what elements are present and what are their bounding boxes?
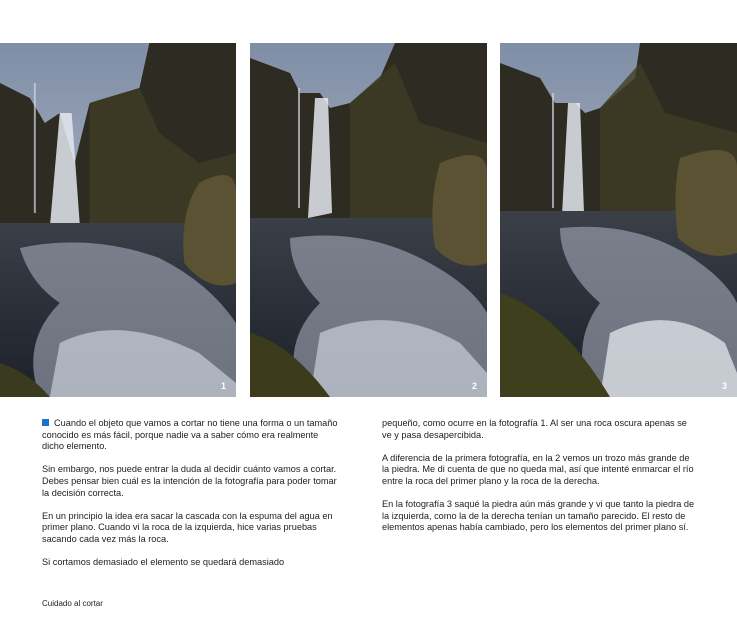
photo-1-waterfall bbox=[0, 43, 236, 397]
photo-2-waterfall bbox=[250, 43, 487, 397]
text-column-left bbox=[42, 418, 342, 580]
text-column-right bbox=[382, 418, 697, 546]
paragraph: pequeño, como ocurre en la fotografía 1. Al ser una roca oscura apenas se ve y pasa desapercibida. bbox=[382, 418, 687, 440]
paragraph: Si cortamos demasiado el elemento se quedará demasiado bbox=[42, 557, 285, 568]
paragraph: En un principio la idea era sacar la cascada con la espuma del agua en primer plano. Cuando vi la roca de la izquierda, hice varias pruebas sacando cada vez más la roca. bbox=[42, 510, 333, 544]
photo-number: 1 bbox=[220, 381, 226, 391]
waterfall-image bbox=[250, 43, 487, 397]
paragraph: A diferencia de la primera fotografía, en la 2 vemos un trozo más grande de la piedra. Me di cuenta de que no queda mal, así que intenté enmarcar el río entre la roca del primer plano y la roca de la derecha. bbox=[382, 452, 694, 486]
waterfall-image bbox=[500, 43, 737, 397]
photo-3-waterfall bbox=[500, 43, 737, 397]
photo-number: 3 bbox=[721, 381, 727, 391]
square-bullet-icon bbox=[42, 419, 49, 426]
photo-number: 2 bbox=[471, 381, 477, 391]
paragraph: Sin embargo, nos puede entrar la duda al decidir cuánto vamos a cortar. Debes pensar bien cuál es la intención de la fotografía para poder tomar la decisión correcta. bbox=[42, 464, 337, 498]
paragraph: En la fotografía 3 saqué la piedra aún más grande y vi que tanto la piedra de la izquierda, como la de la derecha tenían un tamaño parecido. El resto de elementos apenas había cambiado, pero los elementos del primer plano sí. bbox=[382, 499, 695, 533]
page-footer-section-title: Cuidado al cortar bbox=[42, 599, 103, 608]
waterfall-image bbox=[0, 43, 236, 397]
paragraph-text: Cuando el objeto que vamos a cortar no tiene una forma o un tamaño conocido es más fácil, porque nadie va a saber cómo era realmente dicho elemento. bbox=[42, 418, 338, 452]
paragraph bbox=[42, 418, 342, 453]
